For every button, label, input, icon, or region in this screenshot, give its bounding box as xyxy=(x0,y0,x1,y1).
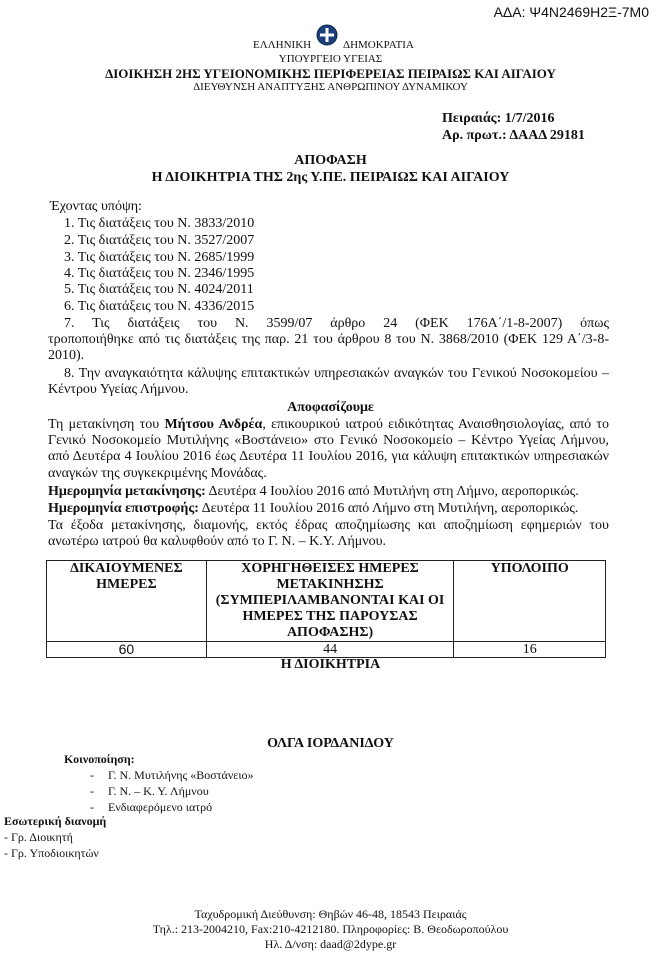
table-cell-entitled: 60 xyxy=(47,642,207,658)
departure-text: Δευτέρα 4 Ιουλίου 2016 από Μυτιλήνη στη Λήμνο, αεροπορικώς. xyxy=(205,484,579,499)
decide-heading: Αποφασίζουμε xyxy=(287,400,374,415)
considering-item-5: 5. Τις διατάξεις του Ν. 4024/2011 xyxy=(64,282,254,297)
list-item: - Γ. Ν. Μυτιλήνης «Βοστάνειο» xyxy=(90,768,254,782)
doctor-name: Μήτσου Ανδρέα xyxy=(164,417,263,432)
body-p1-line3: από Δευτέρα 4 Ιουλίου 2016 έως Δευτέρα 11 Ιουλίου 2016, για κάλυψη επιτακτικών υπηρεσιακών xyxy=(48,449,609,464)
list-item: - Γρ. Υποδιοικητών xyxy=(4,846,99,860)
considering-item-7-line1: 7. Τις διατάξεις του Ν. 3599/07 άρθρο 24 (ΦΕΚ 176Α΄/1-8-2007) όπως xyxy=(64,316,609,331)
authority-name: ΔΙΟΙΚΗΣΗ 2ΗΣ ΥΓΕΙΟΝΟΜΙΚΗΣ ΠΕΡΙΦΕΡΕΙΑΣ ΠΕΙΡΑΙΩΣ ΚΑΙ ΑΙΓΑΙΟΥ xyxy=(105,66,556,81)
ada-code: ΑΔΑ: Ψ4Ν2469Η2Ξ-7Μ0 xyxy=(493,4,649,20)
considering-item-6: 6. Τις διατάξεις του Ν. 4336/2015 xyxy=(64,299,255,314)
considering-item-7-line3: 2010). xyxy=(48,348,85,363)
table-row xyxy=(47,642,606,658)
return-line xyxy=(48,501,578,517)
considering-item-4: 4. Τις διατάξεις του Ν. 2346/1995 xyxy=(64,266,255,281)
place-date: Πειραιάς: 1/7/2016 xyxy=(442,111,555,126)
list-item: - Γ. Ν. – Κ. Υ. Λήμνου xyxy=(90,784,209,798)
departure-line xyxy=(48,484,579,500)
table-header-entitled: ΔΙΚΑΙΟΥΜΕΝΕΣ ΗΜΕΡΕΣ xyxy=(47,561,207,642)
considering-item-8-line2: Κέντρου Υγείας Λήμνου. xyxy=(48,382,189,397)
table-header-granted: ΧΟΡΗΓΗΘΕΙΣΕΣ ΗΜΕΡΕΣ ΜΕΤΑΚΙΝΗΣΗΣ (ΣΥΜΠΕΡΙΛΑΜΒΑΝΟΝΤΑΙ ΚΑΙ ΟΙ ΗΜΕΡΕΣ ΤΗΣ ΠΑΡΟΥΣΑΣ ΑΠΟΦΑΣΗΣ) xyxy=(206,561,454,642)
footer-email: Ηλ. Δ/νση: daad@2dype.gr xyxy=(264,937,397,951)
signature-name: ΟΛΓΑ ΙΟΡΔΑΝΙΔΟΥ xyxy=(267,736,394,751)
ministry-name: ΥΠΟΥΡΓΕΙΟ ΥΓΕΙΑΣ xyxy=(278,53,383,65)
considering-item-7-line2: τροποποιήθηκε από τις διατάξεις της παρ. 21 του άρθρου 8 του Ν. 3868/2010 (ΦΕΚ 129 Α΄/3-8- xyxy=(48,332,609,347)
footer-phone: Τηλ.: 213-2004210, Fax:210-4212180. Πληροφορίες: Β. Θεοδωροπούλου xyxy=(152,922,509,936)
body-p1-line2: Γενικό Νοσοκομείο Μυτιλήνης «Βοστάνειο» στο Γενικό Νοσοκομείο – Κέντρο Υγείας Λήμνου, xyxy=(48,433,609,448)
departure-label: Ημερομηνία μετακίνησης: xyxy=(48,484,206,499)
return-text: Δευτέρα 11 Ιουλίου 2016 από Λήμνο στη Μυτιλήνη, αεροπορικώς. xyxy=(198,501,579,516)
table-cell-remaining: 16 xyxy=(454,642,606,658)
return-label: Ημερομηνία επιστροφής: xyxy=(48,501,199,516)
footer-address: Ταχυδρομική Διεύθυνση: Θηβών 46-48, 18543 Πειραιάς xyxy=(194,907,467,921)
considering-item-3: 3. Τις διατάξεις του Ν. 2685/1999 xyxy=(64,250,255,265)
decision-title: ΑΠΟΦΑΣΗ xyxy=(294,153,367,168)
table-cell-granted: 44 xyxy=(206,642,454,658)
body-p1-line1: Τη μετακίνηση του Μήτσου Ανδρέα, επικουρικού ιατρού ειδικότητας Αναισθησιολογίας, από το xyxy=(48,417,609,432)
body-p1-line4: αναγκών της συγκεκριμένης Μονάδας. xyxy=(48,466,267,481)
list-item: - Ενδιαφερόμενο ιατρό xyxy=(90,800,213,814)
decision-subtitle: Η ΔΙΟΙΚΗΤΡΙΑ ΤΗΣ 2ης Υ.ΠΕ. ΠΕΙΡΑΙΩΣ ΚΑΙ ΑΙΓΑΙΟΥ xyxy=(151,170,510,185)
days-table xyxy=(46,560,606,658)
internal-title: Εσωτερική διανομή xyxy=(4,814,107,828)
greek-emblem-icon xyxy=(316,24,338,46)
table-header-row xyxy=(47,561,606,642)
considering-item-8-line1: 8. Την αναγκαιότητα κάλυψης επιτακτικών υπηρεσιακών αναγκών του Γενικού Νοσοκομείου – xyxy=(64,366,609,381)
signature-role: Η ΔΙΟΙΚΗΤΡΙΑ xyxy=(280,657,381,672)
considering-item-1: 1. Τις διατάξεις του Ν. 3833/2010 xyxy=(64,216,255,231)
notification-title: Κοινοποίηση: xyxy=(64,752,135,766)
republic-right: ΔΗΜΟΚΡΑΤΙΑ xyxy=(343,39,414,51)
list-item: - Γρ. Διοικητή xyxy=(4,830,73,844)
republic-left: ΕΛΛΗΝΙΚΗ xyxy=(253,39,312,51)
costs-line1: Τα έξοδα μετακίνησης, διαμονής, εκτός έδρας αποζημίωσης και αποζημίωση εφημεριών του xyxy=(48,518,609,533)
costs-line2: ανωτέρω ιατρού θα καλυφθούν από το Γ. Ν. – Κ.Υ. Λήμνου. xyxy=(48,534,387,549)
protocol-number: Αρ. πρωτ.: ΔΑΑΔ 29181 xyxy=(442,128,585,143)
considering-item-2: 2. Τις διατάξεις του Ν. 3527/2007 xyxy=(64,233,255,248)
considering-intro: Έχοντας υπόψη: xyxy=(50,199,142,214)
directorate-name: ΔΙΕΥΘΥΝΣΗ ΑΝΑΠΤΥΞΗΣ ΑΝΘΡΩΠΙΝΟΥ ΔΥΝΑΜΙΚΟΥ xyxy=(193,81,468,93)
table-header-remaining: ΥΠΟΛΟΙΠΟ xyxy=(454,561,606,642)
